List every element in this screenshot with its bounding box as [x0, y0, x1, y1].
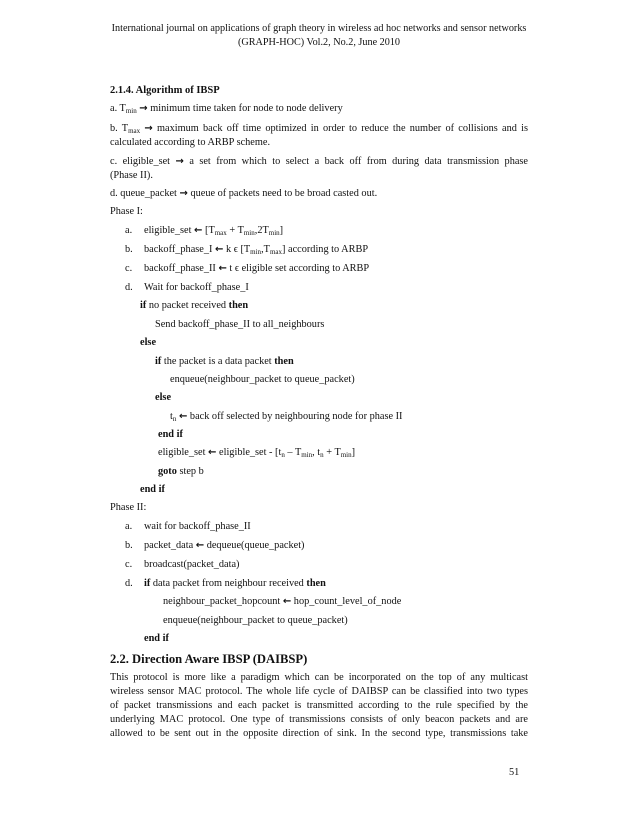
- phase-2-step-c-label: c.: [125, 559, 133, 570]
- paragraph-line: This protocol is more like a paradigm which can be incorporated on the top of any multicast: [110, 672, 528, 683]
- page-number: 51: [509, 767, 520, 778]
- journal-header-line-2: (GRAPH-HOC) Vol.2, No.2, June 2010: [237, 37, 401, 48]
- journal-header-line-1: International journal on applications of graph theory in wireless ad hoc networks and sensor networks: [111, 23, 527, 34]
- paragraph-line: underlying MAC protocol. One type of transmissions consists of only beacon packets and are: [110, 714, 528, 725]
- left-arrow-icon: ←: [208, 447, 217, 458]
- pseudo-goto-step-b: goto step b: [158, 466, 204, 477]
- left-arrow-icon: ←: [194, 225, 203, 236]
- definition-c-line-2: (Phase II).: [110, 170, 153, 181]
- definition-a: a. $T_{min}$ → minimum time taken for node to node delivery: [110, 103, 343, 115]
- pseudo-send-backoff: Send backoff_phase_II to all_neighbours: [155, 319, 325, 330]
- phase-1-step-a-label: a.: [125, 225, 133, 236]
- phase-1-step-b: backoff_phase_I ← k ϵ $[T_{min},T_{max}]$ according to ARBP: [144, 244, 369, 256]
- pseudo-if-data-packet: if the packet is a data packet then: [155, 356, 294, 367]
- phase-1-step-d: Wait for backoff_phase_I: [144, 282, 249, 293]
- right-arrow-icon: →: [139, 103, 148, 114]
- paragraph-line: of packet transmissions and each packet is transmitted according to the rule specified by the: [110, 700, 528, 711]
- right-arrow-icon: →: [179, 188, 188, 199]
- phase-2-step-b: packet_data ← dequeue(queue_packet): [144, 540, 305, 551]
- phase-2-step-d-label: d.: [125, 578, 133, 589]
- left-arrow-icon: ←: [218, 263, 227, 274]
- phase-2-step-b-label: b.: [125, 540, 133, 551]
- section-heading-2-2: 2.2. Direction Aware IBSP (DAIBSP): [110, 652, 308, 666]
- phase-2-step-a: wait for backoff_phase_II: [144, 521, 251, 532]
- pseudo-hopcount-assign: neighbour_packet_hopcount ← hop_count_level_of_node: [163, 596, 402, 607]
- phase-1-step-c-label: c.: [125, 263, 133, 274]
- section-heading-2-1-4: 2.1.4. Algorithm of IBSP: [110, 85, 220, 96]
- paragraph-line: allowed to be sent out in the opposite direction of sink. In the second type, transmissions take: [110, 728, 528, 739]
- pseudo-end-if-1: end if: [158, 429, 183, 440]
- phase-1-step-c: backoff_phase_II ← t ϵ eligible set according to ARBP: [144, 263, 370, 274]
- right-arrow-icon: →: [144, 123, 153, 134]
- left-arrow-icon: ←: [215, 244, 224, 255]
- pseudo-end-if-2: end if: [140, 484, 165, 495]
- pseudo-else-2: else: [155, 392, 172, 403]
- left-arrow-icon: ←: [195, 540, 205, 551]
- left-arrow-icon: ←: [282, 596, 292, 607]
- paragraph-line: wireless sensor MAC protocol. The whole life cycle of DAIBSP can be classified into two types: [110, 686, 528, 697]
- pseudo-eligible-set-update: eligible_set ← eligible_set - [$t_n - T_{min}$, $t_n + T_{min}$]: [158, 447, 356, 459]
- left-arrow-icon: ←: [178, 411, 188, 422]
- definition-d: d. queue_packet → queue of packets need to be broad casted out.: [110, 188, 378, 199]
- pseudo-enqueue-1: enqueue(neighbour_packet to queue_packet): [170, 374, 355, 385]
- phase-2-step-a-label: a.: [125, 521, 133, 532]
- definition-c-line-1: c. eligible_set → a set from which to select a back off from during data transmission phase: [110, 156, 529, 167]
- pseudo-end-if-3: end if: [144, 633, 169, 644]
- phase-2-step-c: broadcast(packet_data): [144, 559, 240, 570]
- right-arrow-icon: →: [175, 156, 184, 167]
- phase-1-label: Phase I:: [110, 206, 143, 217]
- definition-b-line-2: calculated according to ARBP scheme.: [110, 137, 271, 148]
- phase-1-step-d-label: d.: [125, 282, 133, 293]
- pseudo-else-1: else: [140, 337, 157, 348]
- pseudo-tn-assign: $t_n$ ← back off selected by neighbouring node for phase II: [170, 411, 403, 423]
- journal-header: [60, 22, 578, 50]
- pseudo-if-no-packet: if no packet received then: [140, 300, 249, 311]
- phase-2-label: Phase II:: [110, 502, 147, 513]
- phase-1-step-a: eligible_set ← $[T_{max} + T_{min},2T_{min}]$: [144, 225, 284, 237]
- phase-1-step-b-label: b.: [125, 244, 133, 255]
- pseudo-enqueue-2: enqueue(neighbour_packet to queue_packet): [163, 615, 348, 626]
- phase-2-step-d: if data packet from neighbour received then: [144, 578, 326, 589]
- definition-b-line-1: b. $T_{max}$ → maximum back off time optimized in order to reduce the number of collisions and is: [110, 123, 528, 135]
